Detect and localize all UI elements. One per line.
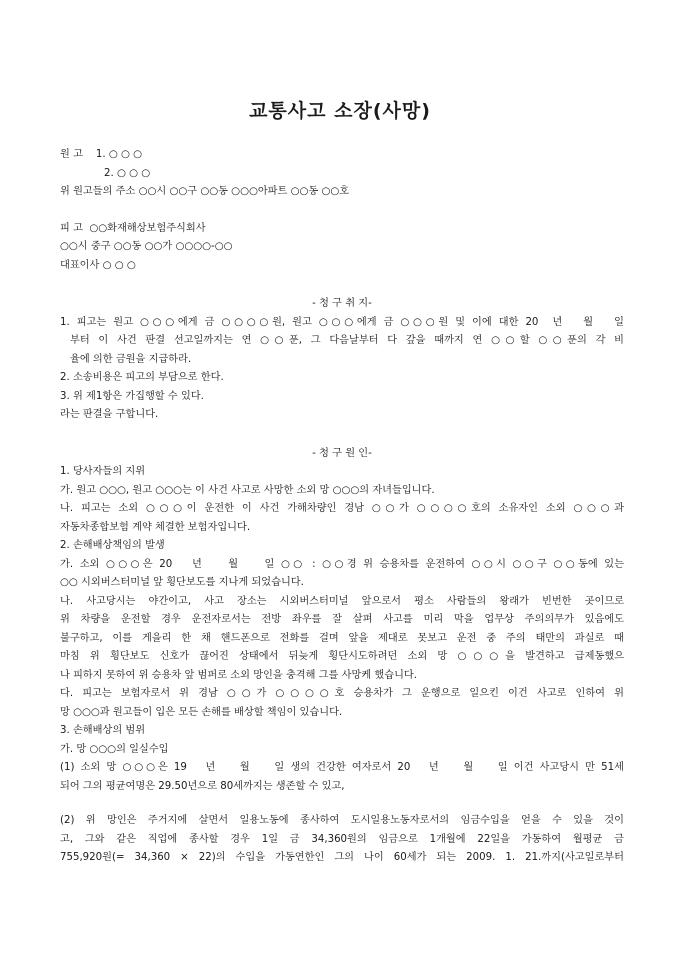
claim-cause-line: 가. 망 ○○○의 일실수입 (60, 743, 169, 755)
defendant-address: ○○시 중구 ○○동 ○○가 ○○○○-○○ (60, 241, 233, 252)
defendant-section (60, 220, 624, 276)
claim-cause-line: 다. 피고는 보험자로서 위 경남 ○○가 ○○○○호 승용차가 그 운행으로 일으킨 이건 사고로 인하여 위 (60, 688, 624, 699)
claim-purpose-line: 율에 의한 금원을 지급하라. (70, 353, 192, 365)
claim-cause-line: 가. 소외 ○○○은 20 년 월 일 ○○ : ○○경 위 승용차를 운전하여 ○○시 ○○구 ○○동에 있는 (60, 558, 624, 570)
plaintiff-line-2: 2. ○ ○ ○ (104, 167, 151, 179)
income-line: 고, 그와 같은 직업에 종사할 경우 1일 금 34,360원의 임금으로 1개월에 22일을 가동하여 월평균 금 (60, 833, 624, 845)
claim-cause-line: 나 피하지 못하여 위 승용차 앞 범퍼로 소외 망인을 충격해 그를 사망케 했습니다. (60, 669, 418, 681)
defendant-ceo: 대표이사 ○ ○ ○ (60, 259, 136, 271)
claim-cause-line: 1. 당사자들의 지위 (60, 466, 146, 477)
claim-purpose-line: 라는 판결을 구합니다. (60, 409, 159, 420)
income-line: (2) 위 망인은 주거지에 살면서 일용노동에 종사하여 도시일용노동자로서의 임금수입을 얻을 수 있을 것이 (60, 815, 624, 826)
claim-cause-line: 가. 원고 ○○○, 원고 ○○○는 이 사건 사고로 사망한 소외 망 ○○○의 자녀들입니다. (60, 484, 435, 496)
claim-cause-line: 망 ○○○과 원고들이 입은 모든 손해를 배상할 책임이 있습니다. (60, 706, 343, 718)
claim-purpose-line: 부터 이 사건 판결 선고일까지는 연 ○○푼, 그 다음날부터 다 갚을 때까지 연 ○○할 ○○푼의 각 비 (70, 335, 624, 346)
claim-cause-line: 2. 손해배상책임의 발생 (60, 540, 165, 551)
claim-purpose-line: 3. 위 제1항은 가집행할 수 있다. (60, 390, 204, 402)
plaintiff-address: 위 원고들의 주소 ○○시 ○○구 ○○동 ○○○아파트 ○○동 ○○호 (60, 186, 350, 197)
claim-cause-line: 되어 그의 평균여명은 29.50년으로 80세까지는 생존할 수 있고, (60, 780, 345, 792)
claim-purpose-line: 1. 피고는 원고 ○○○에게 금 ○○○○원, 원고 ○○○에게 금 ○○○원 및 이에 대한 20 년 월 일 (60, 316, 624, 328)
income-paragraph (60, 812, 624, 868)
claim-cause-line: 나. 사고당시는 야간이고, 사고 장소는 시외버스터미널 앞으로서 평소 사람들의 왕래가 빈번한 곳이므로 (60, 595, 624, 607)
claim-cause-line: ○○ 시외버스터미널 앞 횡단보도를 지나게 되었습니다. (60, 577, 304, 588)
claim-cause-line: 마침 위 횡단보도 신호가 끊어진 상태에서 뒤늦게 횡단시도하려던 소외 망 ○○○을 발견하고 급제동했으 (60, 651, 624, 662)
claim-purpose-heading: - 청 구 취 지- (312, 298, 372, 309)
claim-cause-heading: - 청 구 원 인- (312, 447, 372, 459)
claim-cause-line: 불구하고, 이를 게을리 한 채 핸드폰으로 전화를 걸며 앞을 제대로 못보고 운전 중 주의 태만의 과실로 때 (60, 632, 624, 644)
claim-cause-line: (1) 소외 망 ○○○은 19 년 월 일 생의 건강한 여자로서 20 년 월 일 이건 사고당시 만 51세 (60, 762, 624, 773)
plaintiff-line-1: 원 고 1. ○ ○ ○ (60, 149, 142, 160)
claim-cause-section (60, 445, 624, 797)
claim-purpose-section (60, 295, 624, 425)
claim-cause-line: 나. 피고는 소외 ○○○이 운전한 이 사건 가해차량인 경남 ○○가 ○○○○호의 소유자인 소외 ○○○과 (60, 503, 624, 514)
claim-purpose-line: 2. 소송비용은 피고의 부담으로 한다. (60, 372, 224, 383)
document-body (60, 146, 624, 868)
claim-cause-line: 위 차량을 운전할 경우 운전자로서는 전방 좌우를 잘 살펴 사고를 미리 막을 업무상 주의의무가 있음에도 (60, 614, 624, 625)
defendant-line-1: 피 고 ○○화재해상보험주식회사 (60, 222, 206, 234)
claim-cause-line: 자동차종합보험 계약 체결한 보험자입니다. (60, 521, 251, 533)
income-line: 755,920원(= 34,360 × 22)의 수입을 가동연한인 그의 나이 60세가 되는 2009. 1. 21.까지(사고일로부터 (60, 852, 624, 863)
claim-cause-line: 3. 손해배상의 범위 (60, 725, 146, 736)
plaintiff-section (60, 146, 624, 202)
document-title: 교통사고 소장(사망) (249, 100, 431, 122)
